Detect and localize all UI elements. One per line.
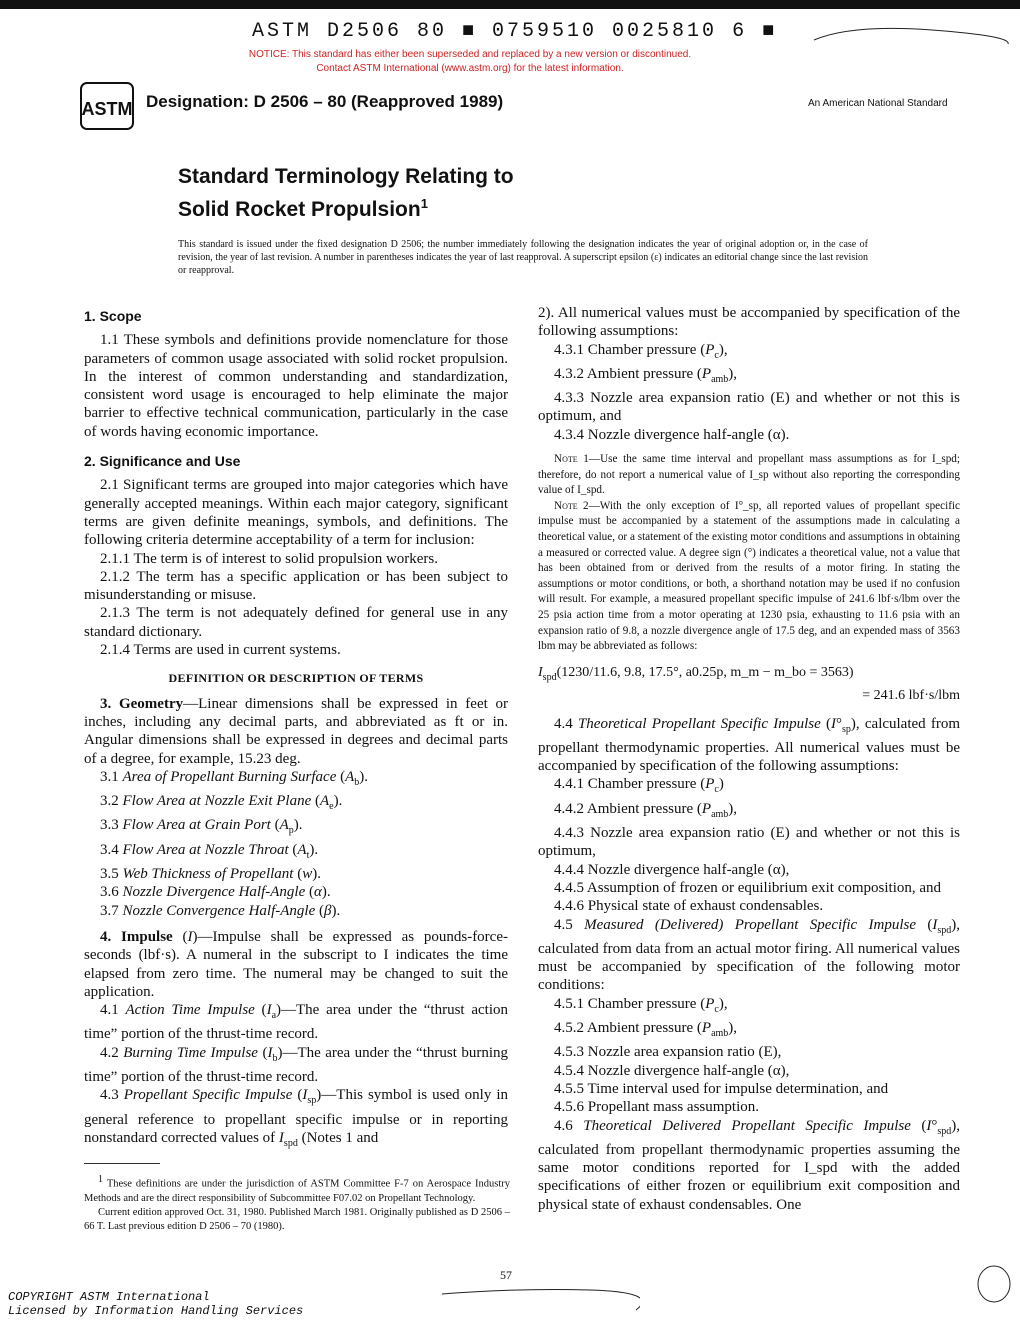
- astm-logo: [80, 82, 134, 130]
- para-1-1: 1.1 These symbols and definitions provide nomenclature for those parameters of common usage associated with solid rocket propulsion. In the interest of common understanding and standardization, consistent word usage is encouraged to help eliminate the major barrier to effective technical communication, particularly in the case of words having economic importance.: [84, 332, 508, 440]
- title-line-1: Standard Terminology Relating to: [178, 165, 514, 188]
- para-2-1-3: 2.1.3 The term is not adequately defined for general use in any standard dictionary.: [84, 605, 508, 640]
- item-4-5-6: 4.5.6 Propellant mass assumption.: [554, 1099, 759, 1116]
- scan-mark-circle: [974, 1262, 1014, 1306]
- notice-line-2: Contact ASTM International (www.astm.org) for the latest information.: [316, 63, 624, 74]
- para-3-5: 3.5 Web Thickness of Propellant (w).: [100, 866, 321, 883]
- geometry-label: 3. Geometry: [100, 695, 184, 712]
- item-4-5-1: 4.5.1 Chamber pressure $(P_c)$,: [554, 995, 728, 1015]
- copyright-line-1: COPYRIGHT ASTM International: [8, 1290, 210, 1304]
- para-2-1-2: 2.1.2 The term has a specific application or has been subject to misunderstanding or misuse.: [84, 568, 508, 604]
- para-4-1: 4.1 Action Time Impulse $(I_a)—The$ area under the “thrust action time” portion of the thrust-time record.: [84, 1002, 508, 1043]
- copyright-line-2: Licensed by Information Handling Services: [8, 1304, 304, 1318]
- item-4-4-6: 4.4.6 Physical state of exhaust condensables.: [554, 898, 824, 915]
- equation-line-2: = 241.6 lbf·s/lbm: [862, 687, 960, 703]
- barcode-text: ASTM D2506 80 ■ 0759510 0025810 6 ■: [252, 20, 778, 43]
- item-4-5-3: 4.5.3 Nozzle area expansion ratio (E),: [554, 1044, 782, 1061]
- top-scan-edge: [0, 0, 1020, 9]
- para-2-1-1: 2.1.1 The term is of interest to solid propulsion workers.: [100, 550, 439, 567]
- para-4-6: 4.6 Theoretical Delivered Propellant Specific Impulse $(I^\circ_{spd})$, calculated from propellant thermodynamic properties assuming the same motor conditions reported for I_spd with the added specifications of either frozen or equilibrium exit composition and physical state of exhaust condensables. One: [538, 1117, 961, 1213]
- item-4-4-1: 4.4.1 Chamber pressure $(P_c)$: [554, 776, 724, 796]
- supersede-notice: [120, 48, 820, 76]
- para-2-1-4: 2.1.4 Terms are used in current systems.: [100, 642, 341, 659]
- title-footnote-mark: 1: [420, 196, 428, 211]
- footnote-1: $^1$ These definitions are under the jurisdiction of ASTM Committee F-7 on Aerospace Industry Methods and are the direct responsibility of Subcommittee F07.02 on Propellant Technology.: [84, 1174, 510, 1204]
- equation: [538, 664, 960, 705]
- footnote-2: Current edition approved Oct. 31, 1980. Published March 1981. Originally published as D 2506 – 66 T. Last previous edition D 2506 – 70 (1980).: [84, 1206, 510, 1232]
- footnote-rule: [84, 1163, 160, 1164]
- item-4-4-2: 4.4.2 Ambient pressure $(P_{amb})$,: [554, 800, 738, 820]
- notes-block: [538, 452, 960, 655]
- scan-mark-bottom: [440, 1284, 640, 1314]
- para-3-3: 3.3 Flow Area at Grain Port $(A_p)$.: [100, 817, 303, 837]
- para-4: 4. Impulse (I)—Impulse shall be expressed as pounds-force-seconds (lbf·s). A numeral in the subscript to I indicates the time elapsed from zero time. The numeral may be changed to suit the application.: [84, 928, 508, 1000]
- section-heading-scope: 1. Scope: [84, 308, 142, 324]
- para-4-5: 4.5 Measured (Delivered) Propellant Specific Impulse $(I_{spd})$, calculated from data from an actual motor firing. All numerical values must be accompanied by specification of the following motor conditions:: [538, 916, 961, 994]
- scan-mark-top-right: [812, 22, 1012, 62]
- footnotes: [84, 1173, 510, 1234]
- para-4-3: 4.3 Propellant Specific Impulse $(I_{sp})—This$ symbol is used only in general reference to propellant specific impulse or in reporting nonstandard corrected values of $I_{spd}$ (Notes 1 and: [84, 1087, 508, 1149]
- item-4-5-2: 4.5.2 Ambient pressure $(P_{amb})$,: [554, 1020, 738, 1040]
- definitions-heading: DEFINITION OR DESCRIPTION OF TERMS: [168, 671, 424, 686]
- right-column: [538, 304, 960, 1214]
- page-title: [178, 163, 514, 223]
- note-2: Note 2—With the only exception of I°_sp, all reported values of propellant specific impulse must be accompanied by a statement of the assumptions made in calculating a theoretical value, or a statement of the existing motor conditions and assumptions in obtaining a measured or corrected value. A degree sign (°) indicates a theoretical value, not a value that has been obtained from or derived from the results of a motor firing. In stating the assumptions or motor conditions, or both, a shorthand notation may be used if no confusion will result. For example, a measured propellant specific impulse of 241.6 lbf·s/lbm over the 25 psia action time from a motor operating at 1230 psia, exhausting to 11.6 psia with an expansion ratio of 9.8, a nozzle divergence angle of 17.5 deg, and an expended mass of 3563 lbm may be abbreviated as follows:: [538, 499, 960, 653]
- para-3-2: 3.2 Flow Area at Nozzle Exit Plane $(A_e)$.: [100, 793, 343, 813]
- para-2-1: 2.1 Significant terms are grouped into major categories which have generally accepted meanings. Within each major category, significant terms are given definite meanings, symbols, and definitions. The following criteria determine acceptability of a term for inclusion:: [84, 477, 508, 549]
- section-heading-significance: 2. Significance and Use: [84, 453, 241, 470]
- para-3: 3. Geometry—Linear dimensions shall be expressed in feet or inches, including any decimal parts, and abbreviated as ft or in. Angular dimensions shall be expressed in degrees and decimal parts of a degree, for example, 15.23 deg.: [84, 695, 508, 767]
- para-3-7: 3.7 Nozzle Convergence Half-Angle (β).: [100, 902, 341, 919]
- copyright-block: [8, 1290, 303, 1318]
- note-1: Note 1—Use the same time interval and propellant mass assumptions as for I_spd; therefore, do not report a numerical value of I_sp without also reporting the corresponding value of I_spd.: [538, 453, 960, 497]
- para-4-4: 4.4 Theoretical Propellant Specific Impulse $(I^\circ_{sp})$, calculated from propellant thermodynamic properties. All numerical values must be accompanied by specification of the following assumptions:: [538, 715, 961, 775]
- item-4-3-4: 4.3.4 Nozzle divergence half-angle (α).: [554, 426, 790, 443]
- page-number: 57: [500, 1268, 512, 1282]
- designation: Designation: D 2506 – 80 (Reapproved 1989): [146, 92, 504, 111]
- para-4-3-cont: 2). All numerical values must be accompanied by specification of the following assumptions:: [538, 305, 960, 340]
- item-4-4-3: 4.4.3 Nozzle area expansion ratio (E) and whether or not this is optimum,: [538, 825, 960, 860]
- issued-note: This standard is issued under the fixed designation D 2506; the number immediately following the designation indicates the year of original adoption or, in the case of revision, the year of last revision. A number in parentheses indicates the year of last reapproval. A superscript epsilon (ε) indicates an editorial change since the last revision or reapproval.: [178, 239, 868, 276]
- item-4-4-4: 4.4.4 Nozzle divergence half-angle (α),: [554, 861, 790, 878]
- item-4-3-3: 4.3.3 Nozzle area expansion ratio (E) and whether or not this is optimum, and: [538, 390, 960, 425]
- notice-line-1: NOTICE: This standard has either been superseded and replaced by a new version or discontinued.: [248, 49, 692, 60]
- left-column: [84, 296, 508, 1153]
- item-4-5-4: 4.5.4 Nozzle divergence half-angle (α),: [554, 1062, 790, 1079]
- item-4-5-5: 4.5.5 Time interval used for impulse determination, and: [554, 1080, 889, 1097]
- item-4-3-2: 4.3.2 Ambient pressure $(P_{amb})$,: [554, 365, 738, 385]
- title-line-2: Solid Rocket Propulsion: [178, 198, 421, 221]
- item-4-3-1: 4.3.1 Chamber pressure $(P_c)$,: [554, 341, 728, 361]
- para-3-6: 3.6 Nozzle Divergence Half-Angle (α).: [100, 884, 331, 901]
- equation-line-1: $I_{spd}(1230/11.6$, 9.8, 17.5°, a0.25p, m_m − m_bo = 3563): [538, 664, 854, 683]
- item-4-4-5: 4.4.5 Assumption of frozen or equilibrium exit composition, and: [554, 879, 942, 896]
- para-3-1: 3.1 Area of Propellant Burning Surface $(A_b)$.: [100, 768, 369, 788]
- american-national-standard: An American National Standard: [808, 98, 948, 109]
- para-3-4: 3.4 Flow Area at Nozzle Throat $(A_t)$.: [100, 841, 319, 861]
- svg-text:ASTM: ASTM: [81, 99, 133, 119]
- para-4-2: 4.2 Burning Time Impulse $(I_b)—The$ area under the “thrust burning time” portion of the thrust-time record.: [84, 1044, 509, 1085]
